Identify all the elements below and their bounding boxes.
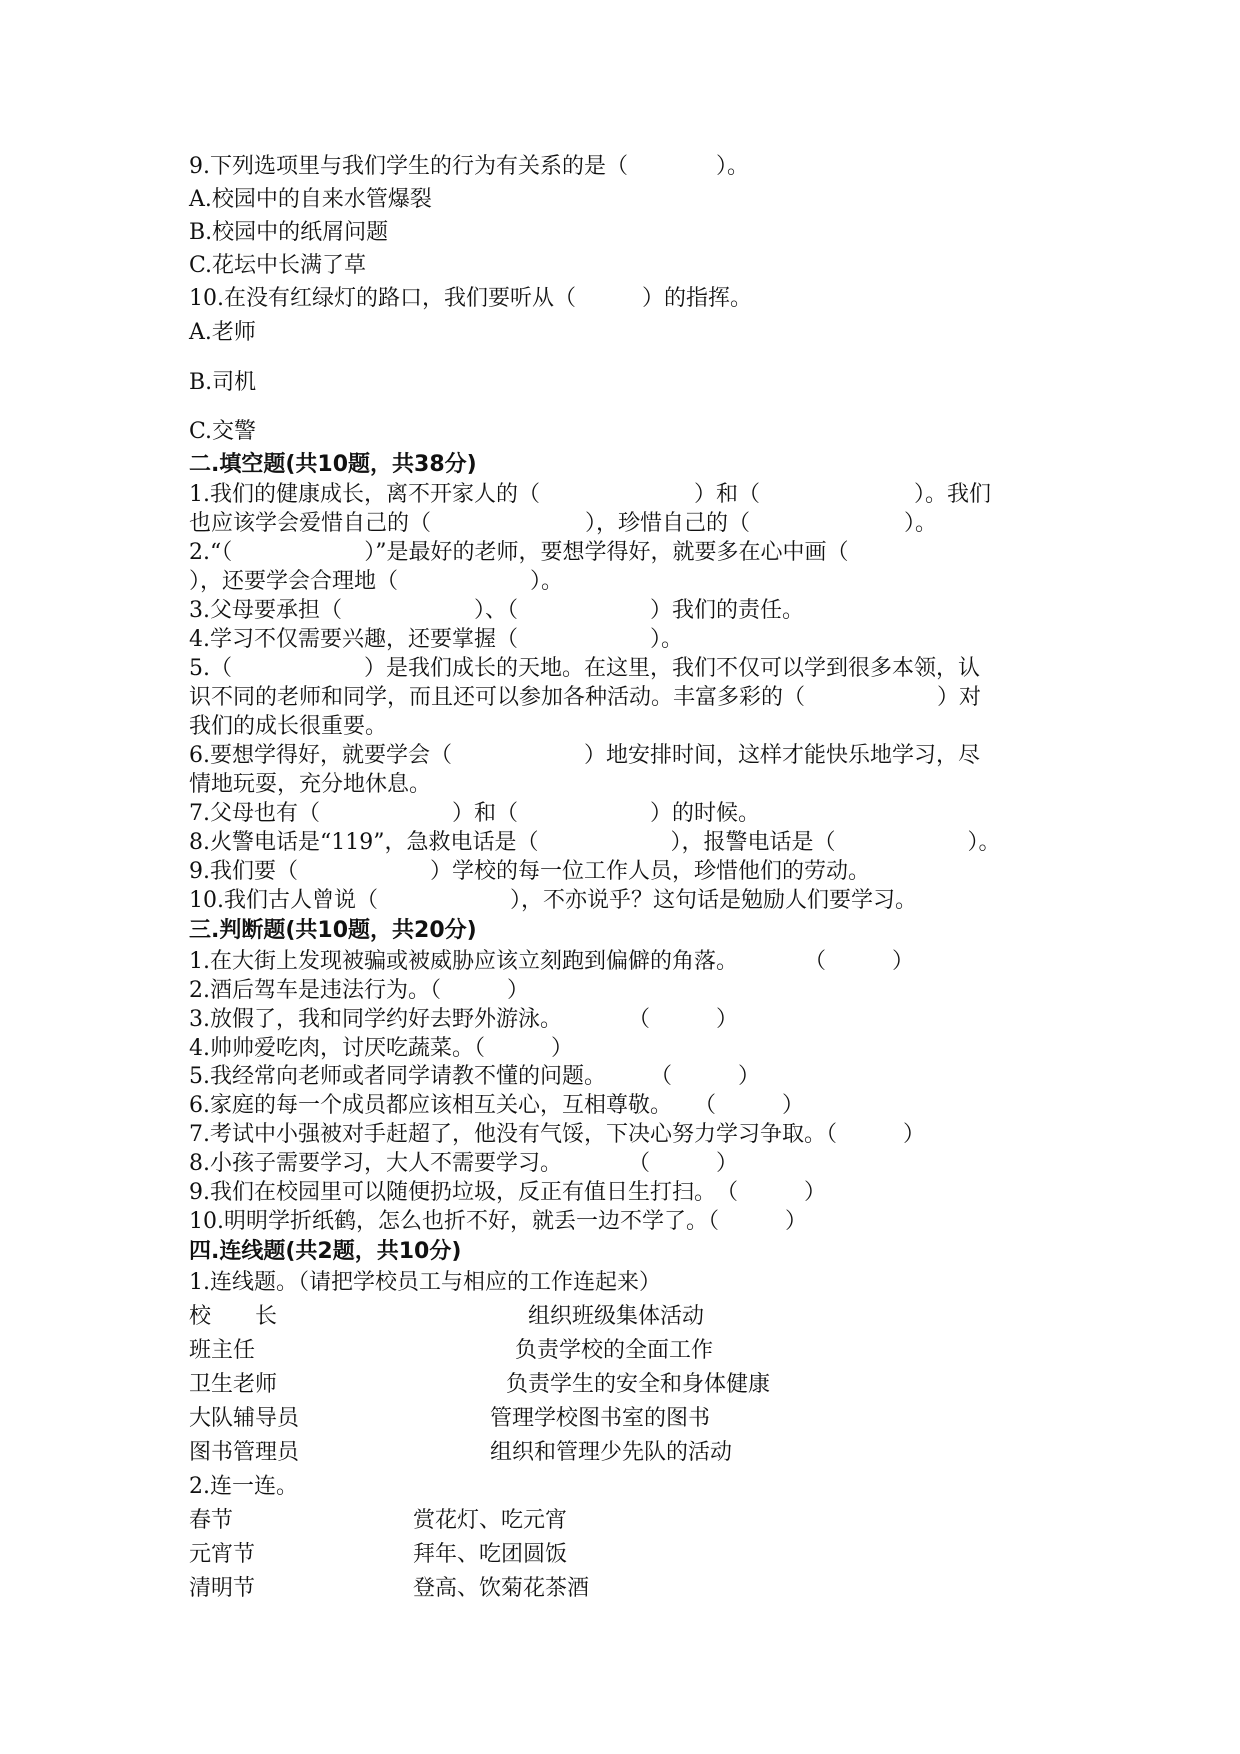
option-9c: C.花坛中长满了草 <box>189 253 367 278</box>
match-right-item: 组织班级集体活动 <box>528 1304 705 1329</box>
judge-line: 4.帅帅爱吃肉，讨厌吃蔬菜。（ ） <box>189 1036 573 1061</box>
judge-line: 5.我经常向老师或者同学请教不懂的问题。 （ ） <box>189 1064 760 1089</box>
fill-line: 6.要想学得好，就要学会（ ）地安排时间，这样才能快乐地学习，尽 <box>189 743 980 768</box>
match-left-item: 清明节 <box>189 1576 256 1601</box>
match-left-item: 卫生老师 <box>189 1372 278 1397</box>
section-heading-judge: 三.判断题(共10题，共20分) <box>189 918 477 943</box>
fill-line: 2.“（ ）”是最好的老师，要想学得好，就要多在心中画（ <box>189 540 849 565</box>
match-left-item: 班主任 <box>189 1338 256 1363</box>
section-heading-match: 四.连线题(共2题，共10分) <box>189 1239 462 1264</box>
question-9: 9.下列选项里与我们学生的行为有关系的是（ ）。 <box>189 154 749 179</box>
section-heading-fill: 二.填空题(共10题，共38分) <box>189 452 477 477</box>
fill-line: 5.（ ）是我们成长的天地。在这里，我们不仅可以学到很多本领，认 <box>189 656 980 681</box>
match-left-item: 元宵节 <box>189 1542 256 1567</box>
judge-line: 7.考试中小强被对手赶超了，他没有气馁，下决心努力学习争取。（ ） <box>189 1122 925 1147</box>
option-10c: C.交警 <box>189 419 257 444</box>
option-10a: A.老师 <box>189 320 256 345</box>
option-9a: A.校园中的自来水管爆裂 <box>189 187 432 212</box>
fill-line: 1.我们的健康成长，离不开家人的（ ）和（ ）。我们 <box>189 482 991 507</box>
fill-line: 7.父母也有（ ）和（ ）的时候。 <box>189 801 760 826</box>
fill-line: 10.我们古人曾说（ ），不亦说乎？这句话是勉励人们要学习。 <box>189 888 917 913</box>
match-right-item: 管理学校图书室的图书 <box>490 1406 711 1431</box>
fill-line: 也应该学会爱惜自己的（ ），珍惜自己的（ ）。 <box>189 511 938 536</box>
match-right-item: 拜年、吃团圆饭 <box>413 1542 568 1567</box>
fill-line: 情地玩耍，充分地休息。 <box>189 772 432 797</box>
judge-line: 10.明明学折纸鹤，怎么也折不好，就丢一边不学了。（ ） <box>189 1209 807 1234</box>
match-left-item: 大队辅导员 <box>189 1406 300 1431</box>
match-right-item: 负责学校的全面工作 <box>515 1338 714 1363</box>
option-9b: B.校园中的纸屑问题 <box>189 220 389 245</box>
fill-line: 8.火警电话是“119”，急救电话是（ ），报警电话是（ ）。 <box>189 830 1001 855</box>
option-10b: B.司机 <box>189 370 257 395</box>
match-left-item: 春节 <box>189 1508 234 1533</box>
judge-line: 6.家庭的每一个成员都应该相互关心，互相尊敬。 （ ） <box>189 1093 804 1118</box>
judge-line: 9.我们在校园里可以随便扔垃圾，反正有值日生打扫。 （ ） <box>189 1180 826 1205</box>
fill-line: 识不同的老师和同学，而且还可以参加各种活动。丰富多彩的（ ）对 <box>189 685 982 710</box>
judge-line: 2.酒后驾车是违法行为。（ ） <box>189 978 529 1003</box>
fill-line: 3.父母要承担（ ）、（ ）我们的责任。 <box>189 598 804 623</box>
match-question-2: 2.连一连。 <box>189 1474 298 1499</box>
judge-line: 8.小孩子需要学习，大人不需要学习。 （ ） <box>189 1151 738 1176</box>
question-10: 10.在没有红绿灯的路口，我们要听从（ ）的指挥。 <box>189 286 752 311</box>
fill-line: ），还要学会合理地（ ）。 <box>189 569 564 594</box>
judge-line: 3.放假了，我和同学约好去野外游泳。 （ ） <box>189 1007 738 1032</box>
fill-line: 我们的成长很重要。 <box>189 714 388 739</box>
fill-line: 4.学习不仅需要兴趣，还要掌握（ ）。 <box>189 627 683 652</box>
fill-line: 9.我们要（ ）学校的每一位工作人员，珍惜他们的劳动。 <box>189 859 870 884</box>
match-right-item: 登高、饮菊花茶酒 <box>413 1576 590 1601</box>
match-right-item: 负责学生的安全和身体健康 <box>506 1372 771 1397</box>
match-right-item: 组织和管理少先队的活动 <box>490 1440 733 1465</box>
match-right-item: 赏花灯、吃元宵 <box>413 1508 568 1533</box>
judge-line: 1.在大街上发现被骗或被威胁应该立刻跑到偏僻的角落。 （ ） <box>189 949 914 974</box>
match-left-item: 校 长 <box>189 1304 278 1329</box>
match-left-item: 图书管理员 <box>189 1440 300 1465</box>
match-question-1: 1.连线题。（请把学校员工与相应的工作连起来） <box>189 1270 661 1295</box>
